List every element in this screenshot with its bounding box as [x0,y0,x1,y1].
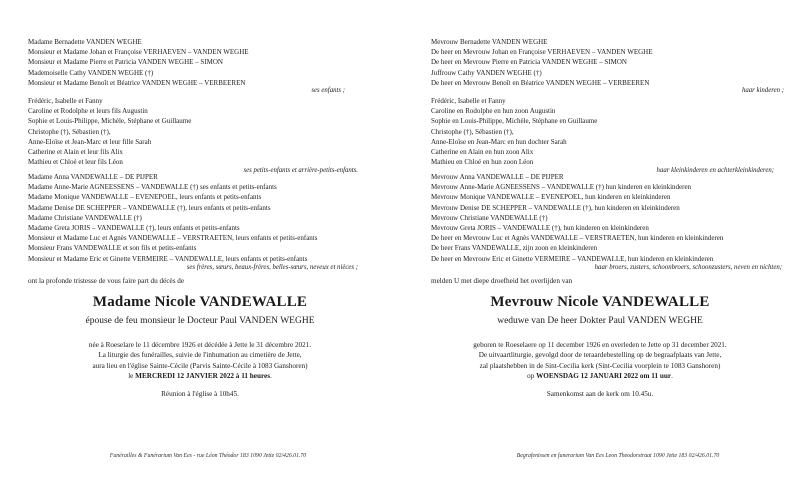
birth-death-line-nl: geboren te Roeselaere op 11 december 1926 en overleden te Jette op 31 december 2021. [473,341,727,349]
family-name-line: Madame Greta JORIS – VANDEWALLE (†), leurs enfants et petits-enfants [28,224,240,233]
siblings-names-list-nl [431,172,796,264]
family-name-line: Madame Bernadette VANDEN WEGHE [28,38,142,46]
family-name-line: Sophie et Louis-Philippe, Michèle, Stéphane et Guillaume [28,117,192,126]
relation-children-fr: ses enfants ; [311,87,345,94]
children-names-list-nl [431,37,796,88]
dutch-announcement-column [400,0,800,483]
family-name-line: Caroline et Rodolphe et leurs fils Augustin [28,107,148,116]
family-name-line: De heer en Mevrouw Johan en Françoise VERHAEVEN – VANDEN WEGHE [431,48,653,57]
family-name-line: Mevrouw Greta JORIS – VANDEWALLE (†), hun kinderen en kleinkinderen [431,224,649,233]
family-name-line: Mademoiselle Cathy VANDEN WEGHE (†) [28,68,154,77]
family-name-line: Catherine en Alain en hun zoon Alix [431,148,534,157]
family-name-line: De heer Frans VANDEWALLE, zijn zoon en kleinkinderen [431,244,598,253]
grandchildren-names-list-nl [431,96,796,167]
family-name-line: Christophe (†), Sébastien (†), [28,127,111,136]
children-names-list-fr [28,37,396,88]
deceased-name-fr: Madame Nicole VANDEWALLE [92,294,308,310]
family-name-line: Monsieur Frans VANDEWALLE et son fils et petits-enfants [28,244,197,253]
deceased-name-nl: Mevrouw Nicole VANDEWALLE [490,294,710,310]
ceremony-date-nl: WOENSDAG 12 JANUARI 2022 om 11 uur [536,371,672,380]
siblings-names-list-fr [28,172,396,264]
family-name-line: Sophie en Louis-Philippe, Michèle, Stéphane en Guillaume [431,117,598,126]
family-name-line: De heer en Mevrouw Benoît en Béatrice VANDEN WEGHE – VERBEEREN [431,78,650,87]
family-name-line: Juffrouw Cathy VANDEN WEGHE (†) [431,68,542,77]
family-name-line: Caroline en Rodolphe en hun zoon Augustin [431,107,556,116]
family-name-line: Frédéric, Isabelle et Fanny [431,97,506,105]
date-line-fr: le MERCREDI 12 JANVIER 2022 à 11 heures. [128,371,272,380]
ceremony-details-fr [0,340,400,381]
funeral-home-footer-fr: Funérailles & Funérarium Van Ees - rue Léon Théodor 183 1090 Jette 02/426.01.70 [109,453,307,459]
family-name-line: De heer en Mevrouw Pierre en Patricia VANDEN WEGHE – SIMON [431,58,627,67]
meeting-line-fr: Réunion à l'église à 10h45. [161,390,239,398]
family-name-line: Mevrouw Christiane VANDEWALLE (†) [431,213,548,222]
family-name-line: Mevrouw Bernadette VANDEN WEGHE [431,38,548,46]
family-name-line: Madame Anna VANDEWALLE – DE PIJPER [28,173,158,181]
spouse-line-nl: weduwe van De heer Dokter Paul VANDEN WEGHE [497,316,703,326]
announcement-sentence-fr: ont la profonde tristesse de vous faire part du décès de [28,277,185,285]
meeting-line-nl: Samenkomst aan de kerk om 10.45u. [546,390,654,398]
relation-siblings-nl: haar broers, zusters, schoonbroers, schoonzusters, neven en nichten; [594,264,782,271]
family-name-line: Madame Monique VANDEWALLE – EVENEPOEL, leurs enfants et petits-enfants [28,193,262,202]
family-name-line: Christophe (†), Sébastien (†), [431,127,514,136]
family-name-line: Mevrouw Anne-Marie AGNEESSENS – VANDEWALLE (†) hun kinderen en kleinkinderen [431,183,692,192]
family-name-line: Catherine et Alain et leur fils Alix [28,148,123,157]
family-name-line: De heer en Mevrouw Luc et Agnès VANDEWALLE – VERSTRAETEN, hun kinderen en kleinkinderen [431,234,724,243]
family-name-line: Monsieur et Madame Benoît et Béatrice VANDEN WEGHE – VERBEEREN [28,78,246,87]
relation-children-nl: haar kinderen ; [741,87,784,94]
family-name-line: Monsieur et Madame Pierre et Patricia VANDEN WEGHE – SIMON [28,58,223,67]
family-name-line: Mathieu et Chloé et leur fils Léon [28,158,123,167]
church-line-fr: aura lieu en l'église Sainte-Cécile (Parvis Sainte-Cécile à 1083 Ganshoren) [92,361,308,370]
grandchildren-names-list-fr [28,96,396,167]
family-name-line: Madame Christiane VANDEWALLE (†) [28,213,142,222]
family-name-line: Monsieur et Madame Eric et Ginette VERMEIRE – VANDEWALLE, leurs enfants et petits-enfants [28,254,308,263]
family-name-line: De heer en Mevrouw Eric et Ginette VERMEIRE – VANDEWALLE, hun kinderen en kleinkinderen [431,254,714,263]
family-name-line: Anne-Eloïse et Jean-Marc et leur fille Sarah [28,137,152,146]
family-name-line: Madame Denise DE SCHEPPER – VANDEWALLE (†), leurs enfants et petits-enfants [28,203,271,212]
family-name-line: Monsieur et Madame Luc et Agnès VANDEWALLE – VERSTRAETEN, leurs enfants et petits-enfants [28,234,318,243]
church-line-nl: zal plaatshebben in de Sint-Cecilia kerk (Sint-Cecilia voorplein te 1083 Ganshoren) [479,361,721,370]
family-name-line: Mevrouw Denise DE SCHEPPER – VANDEWALLE (†), hun kinderen en kleinkinderen [431,203,680,212]
relation-siblings-fr: ses frères, sœurs, beaux-frères, belles-sœurs, neveux et nièces ; [186,264,358,271]
ceremony-date-fr: MERCREDI 12 JANVIER 2022 à 11 heures [135,371,271,380]
relation-grandchildren-fr: ses petits-enfants et arrière-petits-enfants. [243,167,358,174]
family-name-line: Mevrouw Monique VANDEWALLE – EVENEPOEL, hun kinderen en kleinkinderen [431,193,671,202]
date-line-nl: op WOENSDAG 12 JANUARI 2022 om 11 uur. [527,371,673,380]
liturgy-line-nl: De uitvaartliturgie, gevolgd door de teraardebestelling op de begraafplaats van Jette, [478,351,722,360]
birth-death-line-fr: née à Roeselare le 11 décembre 1926 et décédée à Jette le 31 décembre 2021. [88,341,312,349]
relation-grandchildren-nl: haar kleinkinderen en achterkleinkinderen; [656,167,774,174]
funeral-home-footer-nl: Begrafenissen en funerarium Van Ees Leon Theodorstraat 1090 Jette 183 02/426.01.70 [516,453,720,459]
spouse-line-fr: épouse de feu monsieur le Docteur Paul VANDEN WEGHE [85,316,315,326]
family-name-line: Madame Anne-Marie AGNEESSENS – VANDEWALLE (†) ses enfants et petits-enfants [28,183,277,192]
family-name-line: Monsieur et Madame Johan et Françoise VERHAEVEN – VANDEN WEGHE [28,48,249,57]
family-name-line: Mathieu en Chloé en hun zoon Léon [431,158,534,167]
family-name-line: Anne-Eloïse en Jean-Marc en hun dochter Sarah [431,137,567,146]
announcement-sentence-nl: melden U met diepe droefheid het overlijden van [431,277,573,285]
family-name-line: Frédéric, Isabelle et Fanny [28,97,103,105]
ceremony-details-nl [400,340,800,381]
liturgy-line-fr: La liturgie des funérailles, suivie de l'inhumation au cimetière de Jette, [98,351,302,360]
family-name-line: Mevrouw Anna VANDEWALLE – DE PIJPER [431,173,564,181]
